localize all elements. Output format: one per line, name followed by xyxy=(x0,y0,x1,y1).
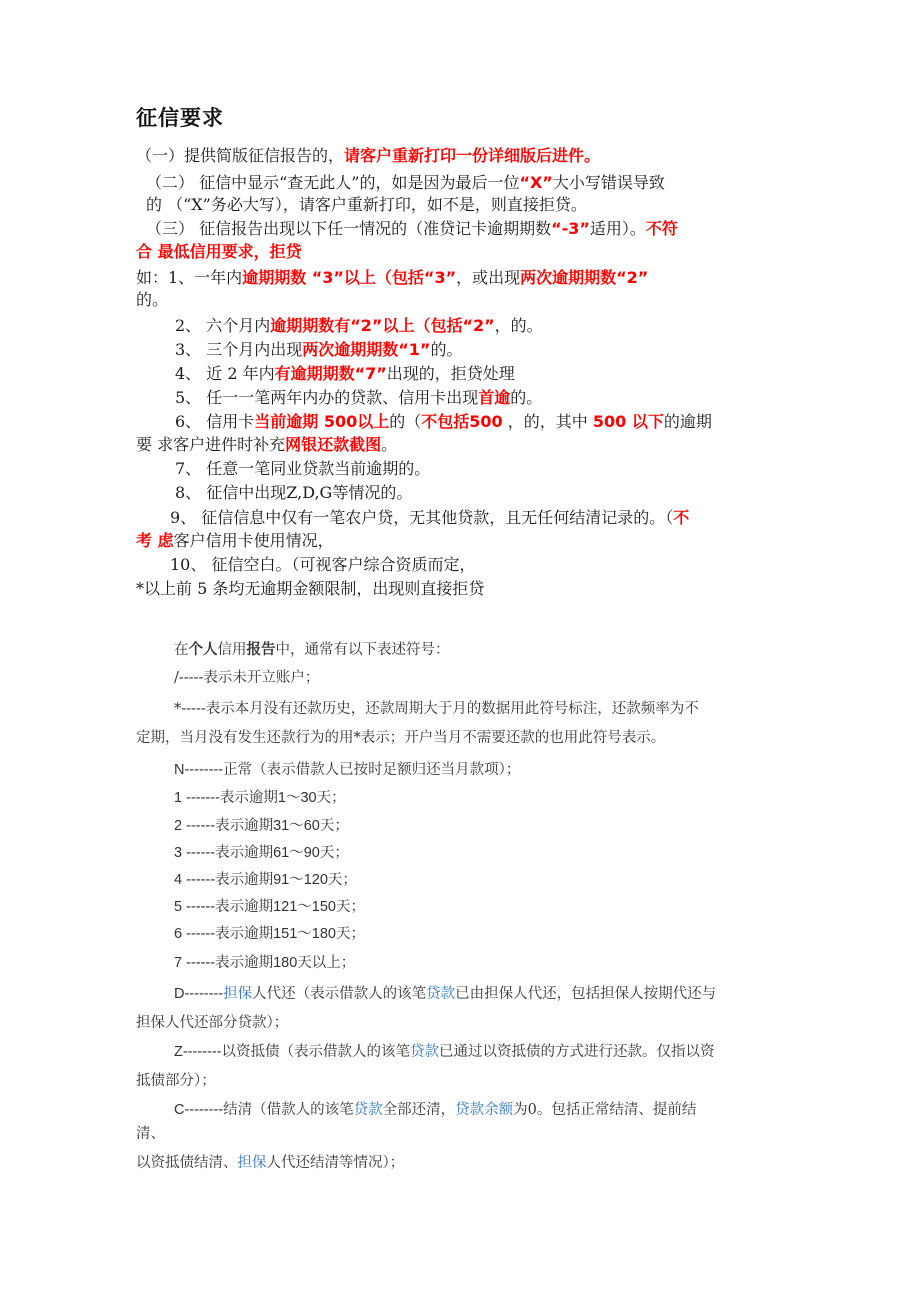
text: 信用 xyxy=(217,642,247,658)
symbol-overdue-4 xyxy=(174,870,357,890)
text: Z--------以资抵债（表示借款人的该笔 xyxy=(174,1044,410,1060)
text: 4、 近 2 年内 xyxy=(175,364,275,383)
case-6-cont xyxy=(136,435,397,455)
symbol-overdue-6 xyxy=(174,924,365,944)
text: 的。 xyxy=(430,340,463,359)
text: 5 ------表示逾期121～150天； xyxy=(174,899,365,915)
text: 担保人代还部分贷款）； xyxy=(136,1015,289,1031)
highlight-text: 两次逾期期数“2” xyxy=(520,268,649,287)
highlight-text: 不包括500 xyxy=(421,412,503,431)
highlight-text: 考 虑 xyxy=(136,531,174,550)
symbol-d-cont xyxy=(136,1013,288,1033)
text: 8、 征信中出现Z,D,G等情况的。 xyxy=(175,483,413,502)
symbol-slash xyxy=(174,668,319,688)
highlight-text: “X” xyxy=(519,173,553,192)
text: ，的。 xyxy=(494,316,543,335)
text: 1 -------表示逾期1～30天； xyxy=(174,790,346,806)
highlight-text: 不符 xyxy=(645,219,678,238)
symbol-c-cont-2 xyxy=(136,1153,404,1173)
text: 中，通常有以下表述符号： xyxy=(275,642,450,658)
text: 在 xyxy=(174,642,189,658)
highlight-text: 请客户重新打印一份详细版后进件。 xyxy=(344,146,601,165)
case-1-cont xyxy=(136,290,168,310)
symbol-overdue-7 xyxy=(174,953,355,973)
text: 要 求客户进件时补充 xyxy=(136,435,286,454)
text: 的逾期 xyxy=(663,412,712,431)
link-text[interactable]: 贷款余额 xyxy=(455,1102,514,1118)
text: 清、 xyxy=(136,1126,165,1142)
text: 出现的，拒贷处理 xyxy=(386,364,515,383)
text: 6 ------表示逾期151～180天； xyxy=(174,926,365,942)
page-title: 征信要求 xyxy=(136,106,224,130)
text: 2、 六个月内 xyxy=(175,316,271,335)
text: 已由担保人代还，包括担保人按期代还与 xyxy=(455,986,717,1002)
symbol-z-cont xyxy=(136,1071,216,1091)
text: 如：1、一年内 xyxy=(136,268,243,287)
text: ，的，其中 xyxy=(502,412,593,431)
text: （一）提供简版征信报告的， xyxy=(136,146,345,165)
highlight-text: 当前逾期 500以上 xyxy=(254,412,390,431)
text: 人代还（表示借款人的该笔 xyxy=(252,986,427,1002)
case-2 xyxy=(175,316,543,336)
highlight-text: 合 最低信用要求，拒贷 xyxy=(136,242,302,261)
text: 的 （“X”务必大写），请客户重新打印，如不是，则直接拒贷。 xyxy=(146,195,587,214)
case-9 xyxy=(170,508,689,528)
symbol-star-cont xyxy=(136,728,665,748)
symbol-c xyxy=(174,1100,696,1120)
symbol-overdue-3 xyxy=(174,843,349,863)
text: 2 ------表示逾期31～60天； xyxy=(174,818,349,834)
symbol-overdue-2 xyxy=(174,816,349,836)
text: *-----表示本月没有还款历史，还款周期大于月的数据用此符号标注，还款频率为不 xyxy=(174,701,699,717)
text: 客户信用卡使用情况， xyxy=(173,531,334,550)
link-text[interactable]: 担保 xyxy=(223,986,253,1002)
case-5 xyxy=(175,388,542,408)
bold-text: 个人 xyxy=(188,641,218,658)
text: *以上前 5 条均无逾期金额限制，出现则直接拒贷 xyxy=(136,579,485,598)
text: C--------结清（借款人的该笔 xyxy=(174,1102,354,1118)
highlight-text: 有逾期期数“7” xyxy=(274,364,387,383)
symbol-overdue-5 xyxy=(174,897,365,917)
case-4 xyxy=(175,364,515,384)
link-text[interactable]: 担保 xyxy=(237,1155,267,1171)
text: （二） 征信中显示“查无此人”的，如是因为最后一位 xyxy=(146,173,520,192)
requirement-item-2 xyxy=(146,173,665,193)
symbols-intro xyxy=(174,640,450,660)
symbol-z xyxy=(174,1042,715,1062)
text: 适用）。 xyxy=(589,219,646,238)
text: N--------正常（表示借款人已按时足额归还当月款项）； xyxy=(174,762,521,778)
case-7 xyxy=(175,459,430,479)
case-3 xyxy=(175,340,462,360)
highlight-text: 500 以下 xyxy=(592,412,664,431)
case-1 xyxy=(136,268,648,288)
text: 全部还清， xyxy=(382,1102,456,1118)
case-8 xyxy=(175,483,412,503)
highlight-text: 逾期期数 “3”以上（包括“3” xyxy=(242,268,457,287)
text: 的。 xyxy=(136,290,169,309)
text: 为0。包括正常结清、提前结 xyxy=(513,1102,697,1118)
case-10 xyxy=(170,555,475,575)
text: D-------- xyxy=(174,986,224,1002)
bold-text: 报告 xyxy=(246,641,276,658)
text: 9、 征信信息中仅有一笔农户贷，无其他贷款，且无任何结清记录的。（ xyxy=(170,508,674,527)
requirement-item-2-cont xyxy=(146,195,587,215)
text: /-----表示未开立账户； xyxy=(174,670,320,686)
text: 10、 征信空白。（可视客户综合资质而定， xyxy=(170,555,476,574)
requirement-item-3-cont xyxy=(136,242,302,262)
text: 已通过以资抵债的方式进行还款。仅指以资 xyxy=(439,1044,715,1060)
symbol-overdue-1 xyxy=(174,788,346,808)
highlight-text: 首逾 xyxy=(478,388,511,407)
highlight-text: “-3” xyxy=(551,219,590,238)
text: 。 xyxy=(381,435,398,454)
link-text[interactable]: 贷款 xyxy=(426,986,456,1002)
footnote xyxy=(136,579,484,599)
symbol-n xyxy=(174,760,520,780)
link-text[interactable]: 贷款 xyxy=(410,1044,439,1060)
case-6 xyxy=(175,412,712,432)
symbol-c-cont-1 xyxy=(136,1124,165,1144)
link-text[interactable]: 贷款 xyxy=(353,1102,383,1118)
requirement-item-1 xyxy=(136,146,600,166)
text: 3、 三个月内出现 xyxy=(175,340,303,359)
text: 5、 任一一笔两年内办的贷款、信用卡出现 xyxy=(175,388,479,407)
symbol-d xyxy=(174,984,716,1004)
text: 的。 xyxy=(510,388,543,407)
highlight-text: 网银还款截图 xyxy=(285,435,382,454)
highlight-text: 不 xyxy=(673,508,690,527)
text: 7、 任意一笔同业贷款当前逾期的。 xyxy=(175,459,431,478)
symbol-star xyxy=(174,699,699,719)
highlight-text: 逾期期数有“2”以上（包括“2” xyxy=(270,316,495,335)
text: 6、 信用卡 xyxy=(175,412,255,431)
text: 7 ------表示逾期180天以上； xyxy=(174,955,356,971)
requirement-item-3 xyxy=(146,219,678,239)
text: （三） 征信报告出现以下任一情况的（准贷记卡逾期期数 xyxy=(146,219,552,238)
text: ，或出现 xyxy=(456,268,521,287)
highlight-text: 两次逾期期数“1” xyxy=(302,340,431,359)
text: 大小写错误导致 xyxy=(552,173,665,192)
text: 定期，当月没有发生还款行为的用*表示；开户当月不需要还款的也用此符号表示。 xyxy=(136,730,666,746)
text: 以资抵债结清、 xyxy=(136,1155,238,1171)
text: 4 ------表示逾期91～120天； xyxy=(174,872,357,888)
text: 人代还结清等情况）； xyxy=(266,1155,405,1171)
text: 的（ xyxy=(389,412,422,431)
text: 3 ------表示逾期61～90天； xyxy=(174,845,349,861)
case-9-cont xyxy=(136,531,334,551)
text: 抵债部分）； xyxy=(136,1073,216,1089)
